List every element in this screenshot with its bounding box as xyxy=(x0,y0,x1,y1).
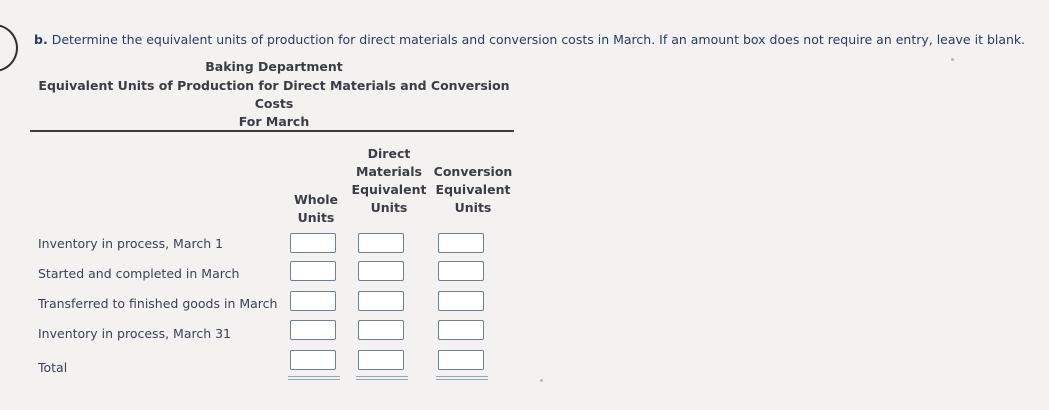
input-dm-inventory-march-1[interactable] xyxy=(358,233,404,253)
decorative-dot xyxy=(540,379,543,382)
input-dm-inventory-march-31[interactable] xyxy=(358,320,404,340)
col-header-dm-line4: Units xyxy=(370,200,408,215)
input-dm-total[interactable] xyxy=(358,350,404,370)
row-label-total: Total xyxy=(38,360,68,375)
col-header-conv-line3: Units xyxy=(454,200,492,215)
total-underline-dm xyxy=(356,376,408,377)
input-conv-started-completed[interactable] xyxy=(438,261,484,281)
report-period: For March xyxy=(238,114,310,129)
total-double-underline-conv xyxy=(436,379,488,380)
col-header-whole-units xyxy=(287,191,345,227)
report-title-line1: Equivalent Units of Production for Direct Materials and Conversion xyxy=(38,78,510,93)
input-conv-inventory-march-1[interactable] xyxy=(438,233,484,253)
input-dm-transferred[interactable] xyxy=(358,291,404,311)
input-whole-inventory-march-1[interactable] xyxy=(290,233,336,253)
col-header-dm-line2: Materials xyxy=(356,164,422,179)
input-conv-total[interactable] xyxy=(438,350,484,370)
decorative-dot xyxy=(951,58,954,61)
input-dm-started-completed[interactable] xyxy=(358,261,404,281)
col-header-whole-line2: Units xyxy=(297,210,335,225)
row-label-inventory-march-31: Inventory in process, March 31 xyxy=(38,326,232,341)
input-whole-started-completed[interactable] xyxy=(290,261,336,281)
col-header-conv-line1: Conversion xyxy=(433,164,513,179)
col-header-dm-line1: Direct xyxy=(367,146,411,161)
department-heading: Baking Department xyxy=(205,59,343,74)
total-underline-conv xyxy=(436,376,488,377)
instructions xyxy=(34,32,1025,47)
col-header-direct-materials xyxy=(350,145,428,217)
col-header-whole-line1: Whole xyxy=(293,192,339,207)
instructions-text: Determine the equivalent units of production for direct materials and conversion costs in March. If an amount box does not require an entry, leave it blank. xyxy=(51,32,1026,47)
col-header-dm-line3: Equivalent xyxy=(351,182,427,197)
total-double-underline-dm xyxy=(356,379,408,380)
input-whole-total[interactable] xyxy=(290,350,336,370)
input-whole-inventory-march-31[interactable] xyxy=(290,320,336,340)
row-label-started-completed: Started and completed in March xyxy=(38,266,240,281)
total-double-underline-whole xyxy=(288,379,340,380)
report-title-line2: Costs xyxy=(254,96,294,111)
total-underline-whole xyxy=(288,376,340,377)
question-prefix: b. xyxy=(34,32,48,47)
question-marker xyxy=(0,24,18,72)
row-label-transferred: Transferred to finished goods in March xyxy=(38,296,278,311)
input-conv-inventory-march-31[interactable] xyxy=(438,320,484,340)
input-conv-transferred[interactable] xyxy=(438,291,484,311)
row-label-inventory-march-1: Inventory in process, March 1 xyxy=(38,236,224,251)
header-rule xyxy=(30,130,514,132)
col-header-conv-line2: Equivalent xyxy=(435,182,511,197)
input-whole-transferred[interactable] xyxy=(290,291,336,311)
col-header-conversion xyxy=(430,163,516,217)
